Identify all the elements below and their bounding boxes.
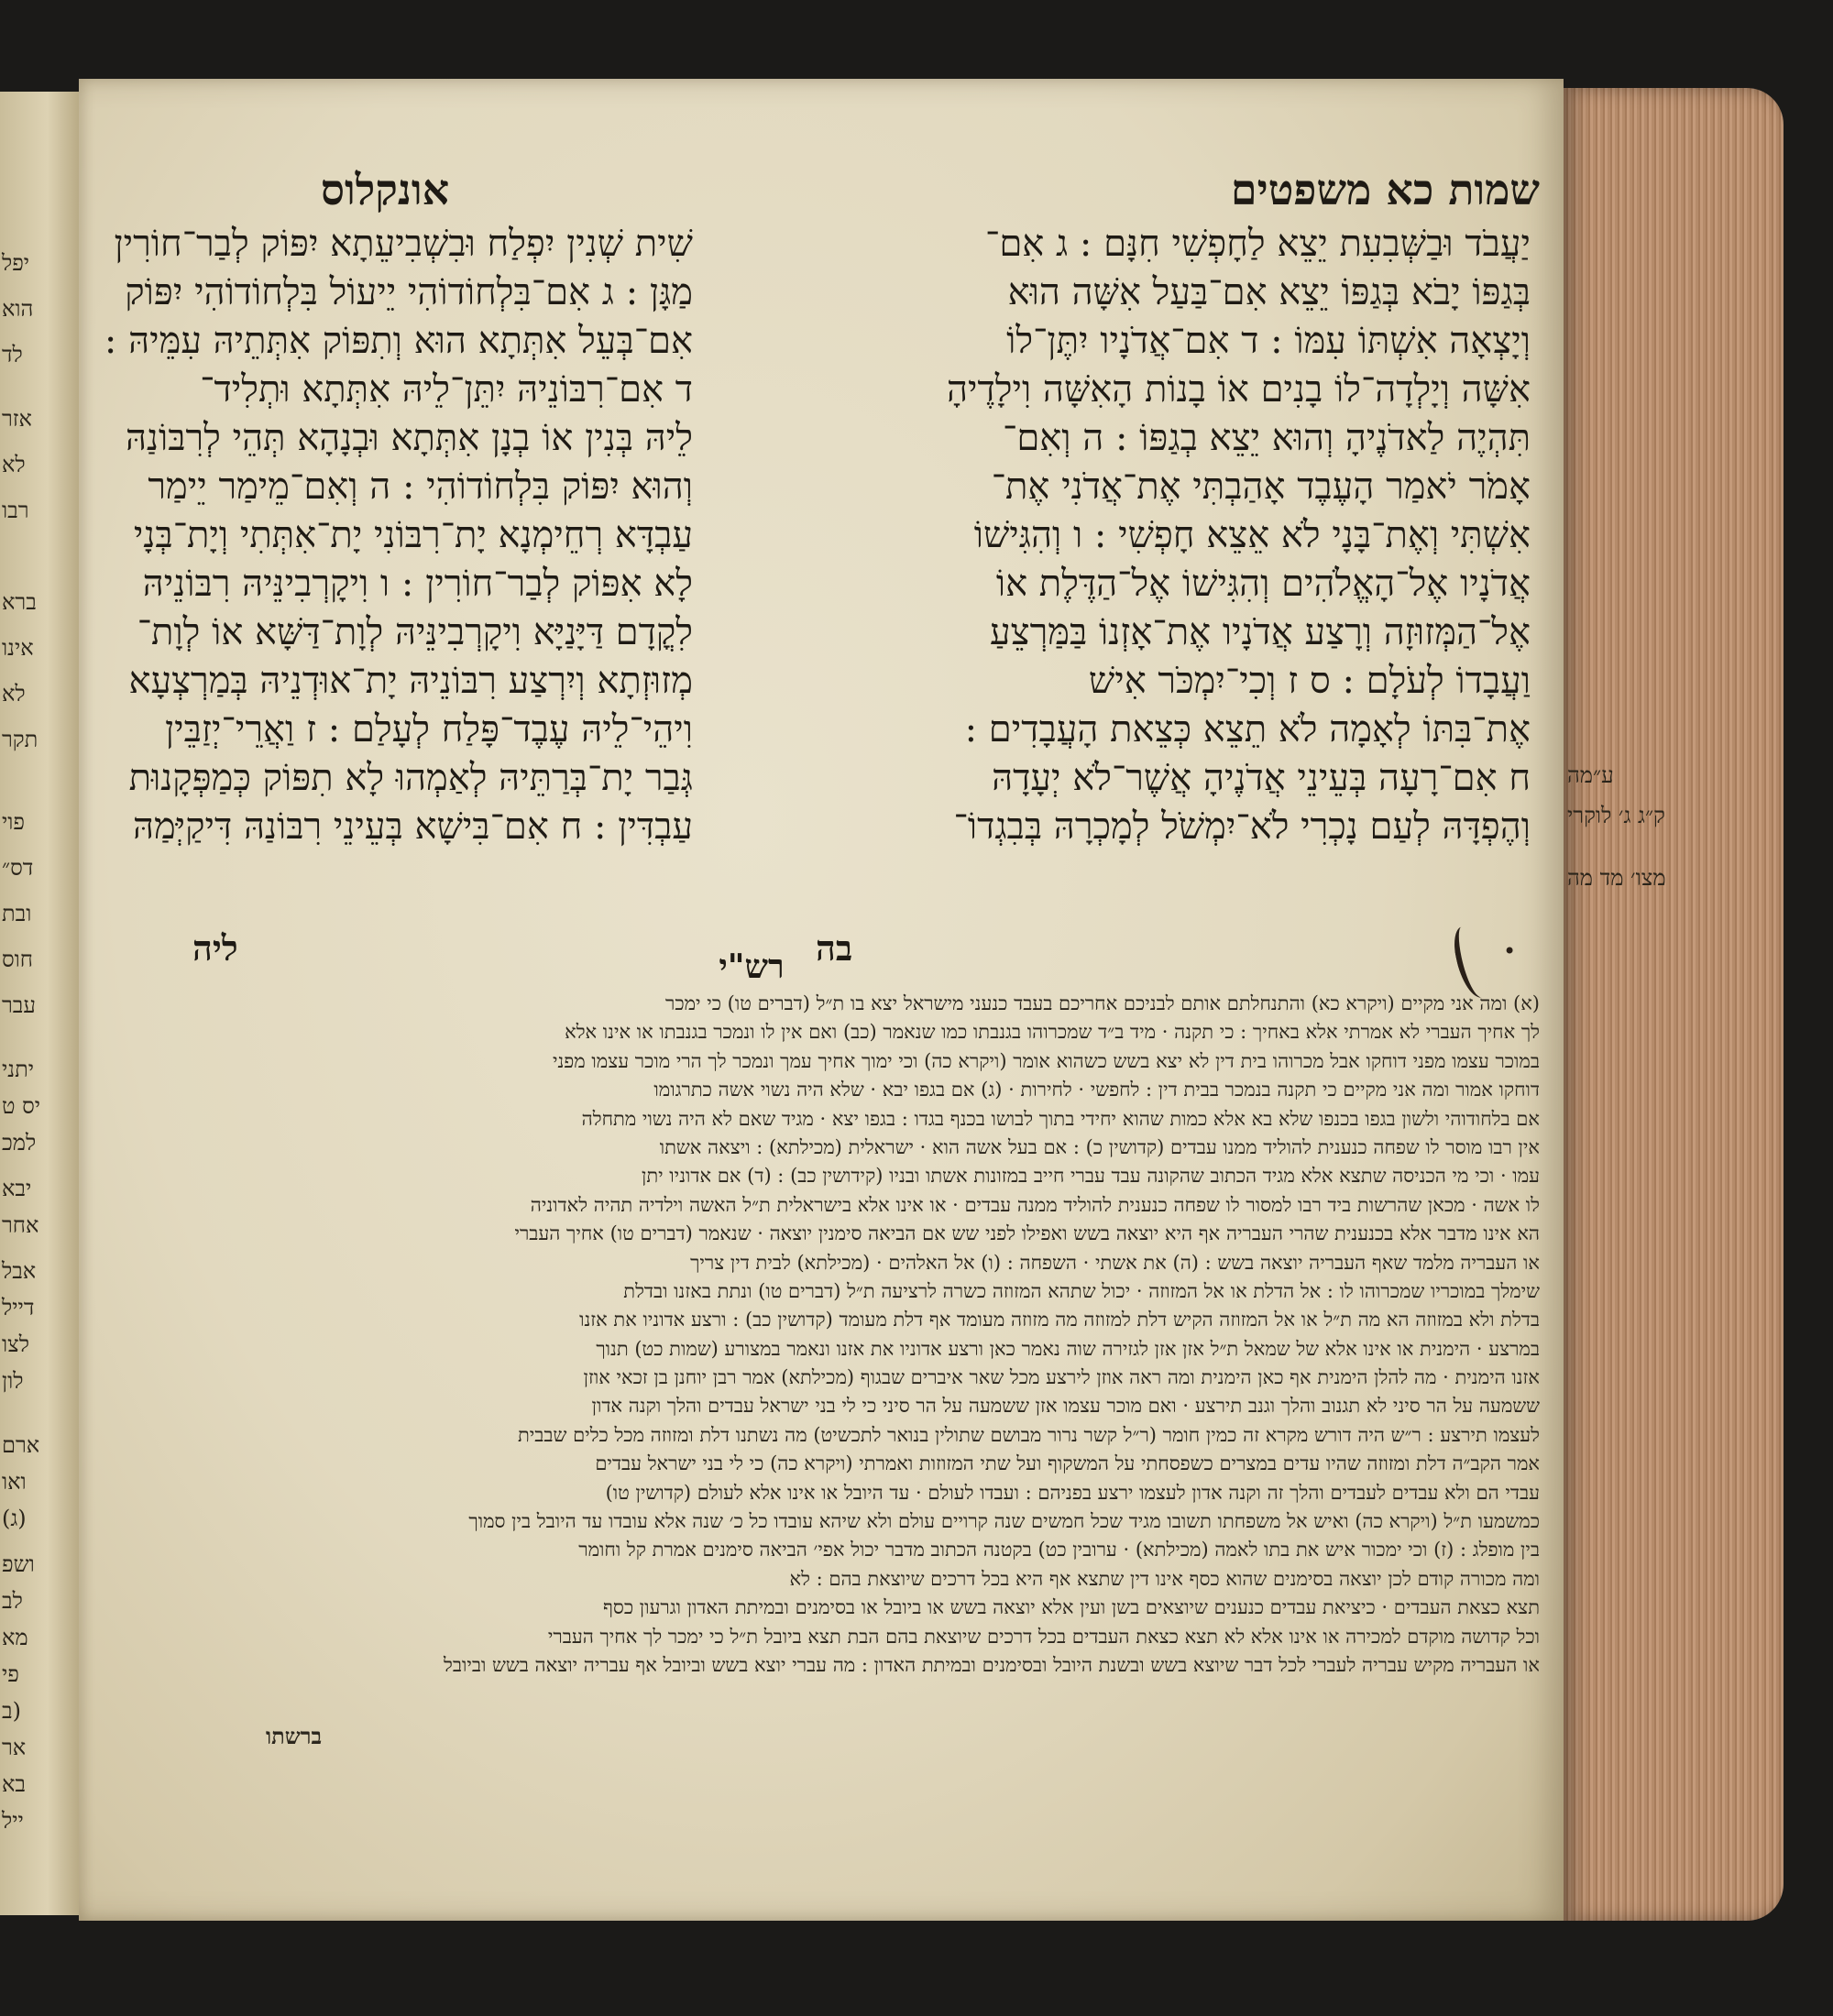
commentary-line: או העבריה מקיש עבריה לעברי לכל דבר שיוצא בשש ובשנת היובל ובסימנים ובמיתת האדון : מה עברי יוצא בשש וביובל אף עבריה יוצאה בשש וביובל: [444, 1653, 1540, 1676]
facing-page-fragment: יבא: [2, 1176, 32, 1201]
rashi-heading: רש"י: [719, 948, 785, 986]
running-head-onkelos: אונקלוס: [320, 165, 450, 214]
commentary-line: אם בלחודוהי ולשון בגפו בכנפו שלא בא אלא כמות שהוא יחידי בתוך לבושו בכנף בגדו : בגפו יצא · מגיד שאם לא היה נשוי מתחלה: [581, 1107, 1540, 1130]
verse-line: אֲדֹנָיו אֶל־הָאֱלֹהִים וְהִגִּישׁוֹ אֶל־הַדֶּלֶת אוֹ: [995, 563, 1531, 605]
commentary-line: וכל קדושה מוקדם למכירה או אינו אלא לא תצא כצאת העבדים בכל דרכים שיוצאת בהם הבת תצא ביובל ת״ל כי ימכר לך אחיך העברי: [547, 1625, 1540, 1648]
facing-page-fragment: למכ: [2, 1130, 37, 1156]
facing-page-fragment: אזר: [2, 406, 32, 432]
facing-page-fragment: יס ט: [2, 1093, 41, 1119]
targum-line: וְהוּא יִפּוֹק בִּלְחוֹדוֹהִי : ה וְאִם־מֵימַר יֵימַר: [148, 466, 693, 508]
facing-page-fragment: עבר: [2, 992, 36, 1018]
targum-line: וִיהֵי־לֵיהּ עֶבֶד־פָּלַח לְעָלַם : ז וַאֲרֵי־יְזַבֵּין: [164, 708, 693, 751]
commentary-line: ששמעה על הר סיני לא תגנוב והלך וגנב תירצע · ואם מוכר עצמו אזן ששמעה על הר סיני כי לי בני ישראל עבדים והלך וקנה אדון: [591, 1395, 1540, 1418]
catchword-hebrew: בה: [816, 927, 853, 969]
commentary-line: הא אינו מדבר אלא בכנענית שהרי העבריה אף היא יוצאה בשש ואפילו לפני שש אם הביאה סימנין יוצאה · שנאמר (דברים טו) אחיך העברי: [514, 1222, 1540, 1245]
facing-page-fragment: ייל: [2, 1808, 24, 1834]
commentary-line: תצא כצאת העבדים · כיציאת עבדים כנענים שיוצאים בשן ועין אלא יוצאה בשש או ביובל או בסימנים ובמיתת האדון וגרעון כסף: [603, 1596, 1540, 1619]
targum-line: עַבְדָּא רְחֵימְנָא יָת־רִבּוֹנִי יָת־אִתְּתִי וְיָת־בְּנָי: [133, 514, 693, 556]
margin-note: מצו׳ מד מה: [1567, 865, 1666, 891]
facing-page-fragment: דייל: [2, 1295, 35, 1320]
facing-page-fragment: לד: [2, 342, 23, 367]
targum-line: עַבְדִּין : ח אִם־בִּישָׁא בְּעֵינֵי רִבּוֹנַהּ דִּיקַיְּמַהּ: [132, 805, 693, 848]
verse-line: אִשְׁתִּי וְאֶת־בָּנָי לֹא אֵצֵא חָפְשִׁי : ו וְהִגִּישׁוֹ: [973, 514, 1531, 556]
targum-line: מַגָּן : ג אִם־בִּלְחוֹדוֹהִי יֵיעוֹל בִּלְחוֹדוֹהִי יִפּוֹק: [125, 271, 693, 313]
targum-line: שִׁית שְׁנִין יִפְלַח וּבִשְׁבִיעֵתָא יִפּוֹק לְבַר־חוֹרִין: [114, 223, 693, 265]
commentary-line: בין מופלג : (ז) וכי ימכור איש את בתו לאמה (מכילתא) · ערובין כט) בקטנה הכתוב מדבר יכול אפי׳ הביאה סימנים אמרת קל וחומר: [578, 1539, 1540, 1561]
commentary-line: או העבריה מלמד שאף העבריה יוצאה בשש : (ה) את אשתי · השפחה : (ו) אל האלהים · (מכילתא) לבית דין צריך: [690, 1251, 1540, 1274]
targum-line: לִקֳדָם דַּיָּנַיָּא וִיקָרְבִינֵּיהּ לְוָת־דַּשָּׁא אוֹ לְוָת־: [137, 611, 693, 653]
targum-line: לָא אִפּוֹק לְבַר־חוֹרִין : ו וִיקָרְבִינֵּיהּ רִבּוֹנֵיהּ: [142, 563, 693, 605]
facing-page-fragment: (ג): [2, 1506, 27, 1531]
ink-dot: •: [1503, 938, 1517, 964]
facing-page-fragment: הוא: [2, 296, 34, 322]
verse-line: וְיָצְאָה אִשְׁתּוֹ עִמּוֹ : ד אִם־אֲדֹנָיו יִתֶּן־לוֹ: [1006, 320, 1531, 362]
facing-page-fragment: לצו: [2, 1331, 29, 1357]
facing-page-fragment: יפל: [2, 250, 30, 276]
commentary-line: ומה מכורה קודם לכן יוצאה בסימנים שהוא כסף אינו דין שתצא אף היא בכל דרכים שיוצאת בהם : לא: [789, 1567, 1540, 1590]
facing-page-fragment: לב: [2, 1588, 23, 1614]
onkelos-text-column: [88, 220, 693, 851]
commentary-line: שימלך במוכריו שמכרוהו לו : אל הדלת או אל המזוזה · יכול שתהא המזוזה כשרה לרציעה ת״ל (דברים טו) ונתת באזנו ובדלת: [623, 1279, 1540, 1302]
commentary-line: כמשמעו ת״ל (ויקרא כה) ואיש אל משפחתו תשובו מגיד שכל חמשים שנה קרויים עולם ולא שיהא עובדו כל כ׳ שנה אלא עובדו עד היובל בין סמוך: [468, 1510, 1540, 1533]
facing-page-fragment: לא: [2, 452, 26, 477]
targum-line: גְּבַר יָת־בְּרַתֵּיהּ לְאַמְהוּ לָא תִפּוֹק כְּמַפְּקָנוּת: [128, 757, 693, 799]
verse-line: וַעֲבָדוֹ לְעֹלָם : ס ז וְכִי־יִמְכֹּר אִישׁ: [1088, 660, 1531, 702]
verse-line: יַעֲבֹד וּבַשְּׁבִעִת יֵצֵא לַחָפְשִׁי חִנָּם : ג אִם־: [985, 223, 1531, 265]
verse-line: אִשָּׁה וְיָלְדָה־לוֹ בָנִים אוֹ בָנוֹת הָאִשָּׁה וִילָדֶיהָ: [947, 368, 1531, 411]
facing-page-fragment: אחר: [2, 1212, 39, 1238]
margin-note: ע״מה: [1567, 762, 1614, 788]
page-fore-edge: [1564, 88, 1784, 1921]
facing-page-fragment: ואו: [2, 1469, 27, 1495]
facing-page-fragment: חוס: [2, 947, 33, 972]
verse-line: אָמֹר יֹאמַר הָעֶבֶד אָהַבְתִּי אֶת־אֲדֹנִי אֶת־: [991, 466, 1531, 508]
commentary-line: אמר הקב״ה דלת ומזוזה שהיו עדים במצרים כשפסחתי על המשקוף ועל שתי המזוזות ואמרתי (ויקרא כה) כי לי בני ישראל עבדים: [595, 1452, 1540, 1475]
verse-line: וְהֶפְדָּהּ לְעַם נָכְרִי לֹא־יִמְשֹׁל לְמָכְרָהּ בְּבִגְדוֹ־: [953, 805, 1531, 848]
verse-line: בְּגַפּוֹ יָבֹא בְּגַפּוֹ יֵצֵא אִם־בַּעַל אִשָּׁה הוּא: [1007, 271, 1531, 313]
facing-page-fragment: בא: [2, 1771, 26, 1797]
facing-page-fragment: ברא: [2, 589, 37, 615]
facing-page-fragment: אינו: [2, 635, 34, 661]
verse-line: אֶת־בִּתּוֹ לְאָמָה לֹא תֵצֵא כְּצֵאת הָעֲבָדִים :: [964, 708, 1531, 751]
commentary-line: לו אשה · מכאן שהרשות ביד רבו למסור לו שפחה כנענית להוליד ממנה עבדים · או אינו אלא בישראלית ת״ל האשה וילדיה תהיה לאדוניה: [530, 1193, 1540, 1216]
facing-page-fragment: ובת: [2, 901, 32, 926]
running-head-hebrew: שמות כא משפטים: [1230, 165, 1540, 214]
commentary-line: אזנו הימנית · מה להלן הימנית אף כאן הימנית ומה ראה אוזן לירצע מכל שאר איברים שבגוף (מכילתא) אמר רבן יוחנן בן זכאי אוזן: [583, 1366, 1540, 1389]
targum-line: אִם־בְּעֵל אִתְּתָא הוּא וְתִפּוֹק אִתְּתֵיהּ עִמֵּיהּ :: [104, 320, 693, 362]
commentary-line: לך אחיך העברי לא אמרתי אלא באחיך : כי תקנה · מיד ב״ד שמכרוהו בגנבתו כמו שנאמר (כב) ואם אין לו ונמכר בגנבתו או אינו אלא: [565, 1021, 1540, 1044]
catchword-onkelos: ליה: [192, 927, 238, 969]
commentary-line: (א) ומה אני מקיים (ויקרא כא) והתנחלתם אותם לבניכם אחריכם בעבד כנעני מישראל יצא בו ת״ל (דברים טו) כי ימכר: [665, 992, 1540, 1014]
targum-line: לֵיהּ בְּנִין אוֹ בְנָן אִתְּתָא וּבְנָהָא תְּהֵי לְרִבּוֹנַהּ: [125, 417, 693, 459]
rashi-commentary: [99, 990, 1540, 1680]
facing-page-fragment: (ב: [2, 1698, 21, 1724]
commentary-line: דוחקו אמור ומה אני מקיים כי תקנה בנמכר בבית דין : לחפשי · לחירות · (ג) אם בגפו יבא · שלא היה נשוי אשה כתרגומו: [653, 1079, 1540, 1101]
facing-page-fragment: פוי: [2, 809, 26, 835]
facing-page-fragment: ושפ: [2, 1551, 35, 1577]
verse-line: ח אִם־רָעָה בְּעֵינֵי אֲדֹנֶיהָ אֲשֶׁר־לֹא יְעָדָהּ: [992, 757, 1531, 799]
facing-page-fragment: אבל: [2, 1258, 37, 1284]
targum-line: ד אִם־רִבּוֹנֵיהּ יִתֵּן־לֵיהּ אִתְּתָא וּתְלִיד־: [200, 368, 693, 411]
commentary-line: במוכר עצמו מפני דוחקו אבל מכרוהו בית דין לא יצא בשש כשהוא אומר (ויקרא כה) וכי ימוך אחיך עמך ונמכר לך הרי מוכר עצמו מפני: [552, 1049, 1540, 1072]
targum-line: מְזוּזְתָא וְיִרְצַע רִבּוֹנֵיהּ יָת־אוּדְנֵיהּ בְּמַרְצְעָא: [128, 660, 693, 702]
facing-page-fragment: פי: [2, 1661, 19, 1687]
margin-note: ק״ג ג׳ לוקרי: [1567, 803, 1665, 828]
commentary-line: לעצמו תירצע : ר״ש היה דורש מקרא זה כמין חומר (ר״ל קשר נרור מבושם שתולין בנואר לתכשיט) מה נשתנו דלת ומזוזה מכל כלים שבבית: [517, 1423, 1540, 1446]
commentary-line: במרצע · הימנית או אינו אלא של שמאל ת״ל אזן אזן לגזירה שוה נאמר כאן ורצע אדוניו את אזנו ונאמר במצורע (שמות כט) תנוך: [596, 1337, 1540, 1360]
catchword-rashi: ברשתו: [266, 1723, 323, 1749]
commentary-line: אין רבו מוסר לו שפחה כנענית להוליד ממנו עבדים (קדושין כ) : אם בעל אשה הוא · ישראלית (מכילתא) : ויצאה אשתו: [659, 1135, 1540, 1158]
facing-page-fragment: רבו: [2, 498, 29, 523]
facing-page-fragment: תקר: [2, 727, 38, 752]
commentary-line: עבדי הם ולא עבדים לעבדים והלך זה וקנה אדון לעצמו ירצע בפניהם : ועבדו לעולם · עד היובל או אינו אלא לעולם (קדושין טו): [605, 1481, 1540, 1504]
facing-page-fragment: מא: [2, 1625, 28, 1650]
commentary-line: עמו · וכי מי הכניסה שתצא אלא מגיד הכתוב שהקונה עבד עברי חייב במזונות אשתו ובניו (קידושין כב) : (ד) אם אדוניו יתן: [641, 1165, 1540, 1188]
facing-page-fragment: אר: [2, 1735, 27, 1760]
verse-line: אֶל־הַמְּזוּזָה וְרָצַע אֲדֹנָיו אֶת־אָזְנוֹ בַּמַּרְצֵעַ: [990, 611, 1531, 653]
hebrew-text-column: [724, 220, 1531, 851]
facing-page-fragment: ארם: [2, 1432, 40, 1458]
facing-page-fragment: לון: [2, 1368, 24, 1394]
commentary-line: בדלת ולא במזוזה הא מה ת״ל או אל המזוזה הקיש דלת למזוזה מה מזוזה מעומד אף דלת מעומד (קדושין כב) : ורצע אדוניו את אזנו: [579, 1309, 1540, 1331]
facing-page-fragment: דס״: [2, 855, 34, 881]
facing-page-fragment: יתני: [2, 1057, 35, 1082]
facing-page-fragment: לא: [2, 681, 26, 707]
verse-line: תִּהְיֶה לַאדֹנֶיהָ וְהוּא יֵצֵא בְגַפּוֹ : ה וְאִם־: [1003, 417, 1531, 459]
